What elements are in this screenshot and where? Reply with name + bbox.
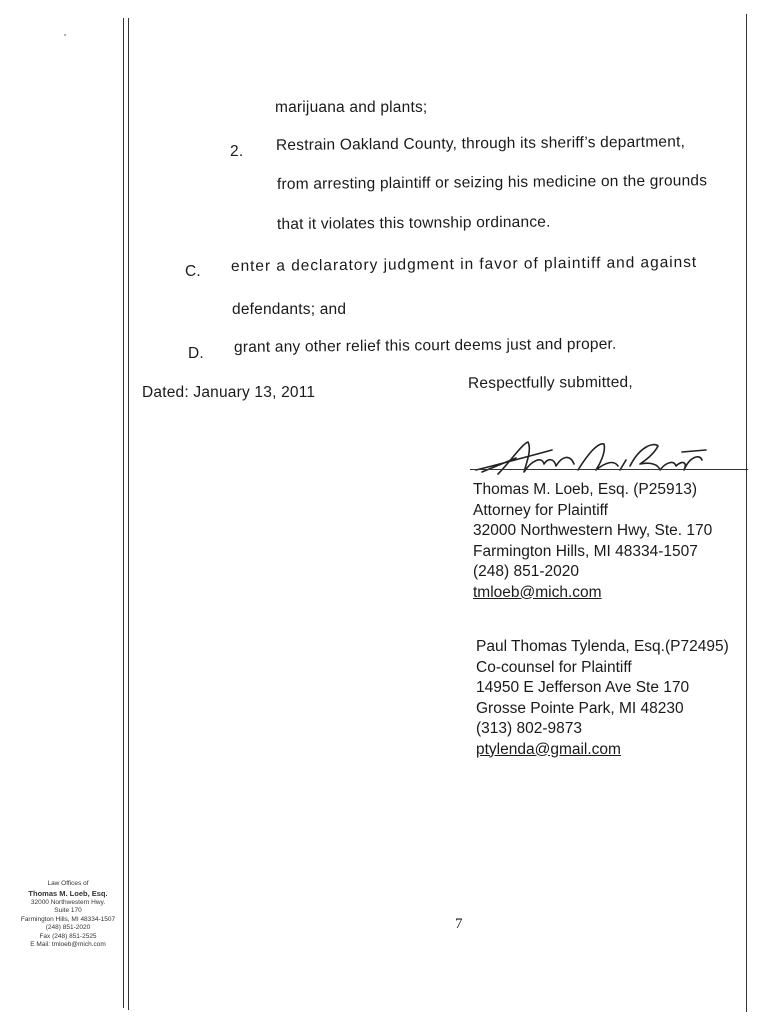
item-2-line-2: from arresting plaintiff or seizing his medicine on the grounds: [276, 172, 708, 193]
footer-suite: Suite 170: [54, 907, 82, 914]
attorney-2-address-1: 14950 E Jefferson Ave Ste 170: [476, 679, 690, 696]
item-2-line-1: Restrain Oakland County, through its sheriff’s department,: [275, 133, 686, 154]
attorney-2-phone: (313) 802-9873: [476, 720, 582, 737]
respectfully-submitted: Respectfully submitted,: [467, 373, 633, 392]
item-d-line-1: grant any other relief this court deems just and proper.: [233, 335, 617, 356]
attorney-1-address-2: Farmington Hills, MI 48334-1507: [473, 542, 698, 560]
attorney-2-block: [476, 637, 729, 760]
attorney-2-email-link[interactable]: ptylenda@gmail.com: [476, 740, 621, 758]
footer-firm-name: Thomas M. Loeb, Esq.: [28, 888, 108, 898]
item-2-line-3: that it violates this township ordinance.: [276, 213, 551, 233]
footer-email: E Mail: tmloeb@mich.com: [30, 941, 106, 948]
dated-line: Dated: January 13, 2011: [142, 384, 316, 401]
footer-city: Farmington Hills, MI 48334-1507: [20, 915, 116, 923]
item-d-letter: D.: [188, 345, 204, 362]
right-margin-rule: [746, 14, 747, 1012]
item-c-line-2: defendants; and: [232, 301, 347, 318]
footer-fax: Fax (248) 851-2525: [39, 932, 97, 940]
attorney-1-address-1: 32000 Northwestern Hwy, Ste. 170: [473, 522, 713, 539]
footer-street: 32000 Northwestern Hwy.: [30, 898, 106, 906]
scan-speck: [64, 34, 66, 36]
signature-line: [470, 469, 748, 470]
attorney-2-name: Paul Thomas Tylenda, Esq.(P72495): [476, 638, 729, 655]
attorney-1-email-link[interactable]: tmloeb@mich.com: [473, 583, 602, 601]
attorney-2-address-2: Grosse Pointe Park, MI 48230: [476, 699, 684, 717]
attorney-1-role: Attorney for Plaintiff: [473, 501, 608, 519]
left-margin-rule-outer: [123, 18, 124, 1008]
item-c-line-1: enter a declaratory judgment in favor of plaintiff and against: [230, 253, 698, 275]
left-margin-rule-inner: [128, 18, 129, 1010]
law-office-footer: [14, 880, 122, 950]
page-number: 7: [455, 916, 463, 932]
attorney-1-block: [473, 480, 712, 603]
signature-image: [470, 436, 720, 486]
footer-phone: (248) 851-2020: [45, 924, 91, 931]
footer-law-offices: Law Offices of: [47, 880, 89, 887]
attorney-1-name: Thomas M. Loeb, Esq. (P25913): [473, 481, 698, 498]
attorney-2-role: Co-counsel for Plaintiff: [476, 658, 632, 676]
item-2-number: 2.: [230, 143, 244, 160]
body-line-marijuana: marijuana and plants;: [275, 99, 428, 116]
attorney-1-phone: (248) 851-2020: [473, 563, 579, 580]
item-c-letter: C.: [185, 263, 201, 280]
